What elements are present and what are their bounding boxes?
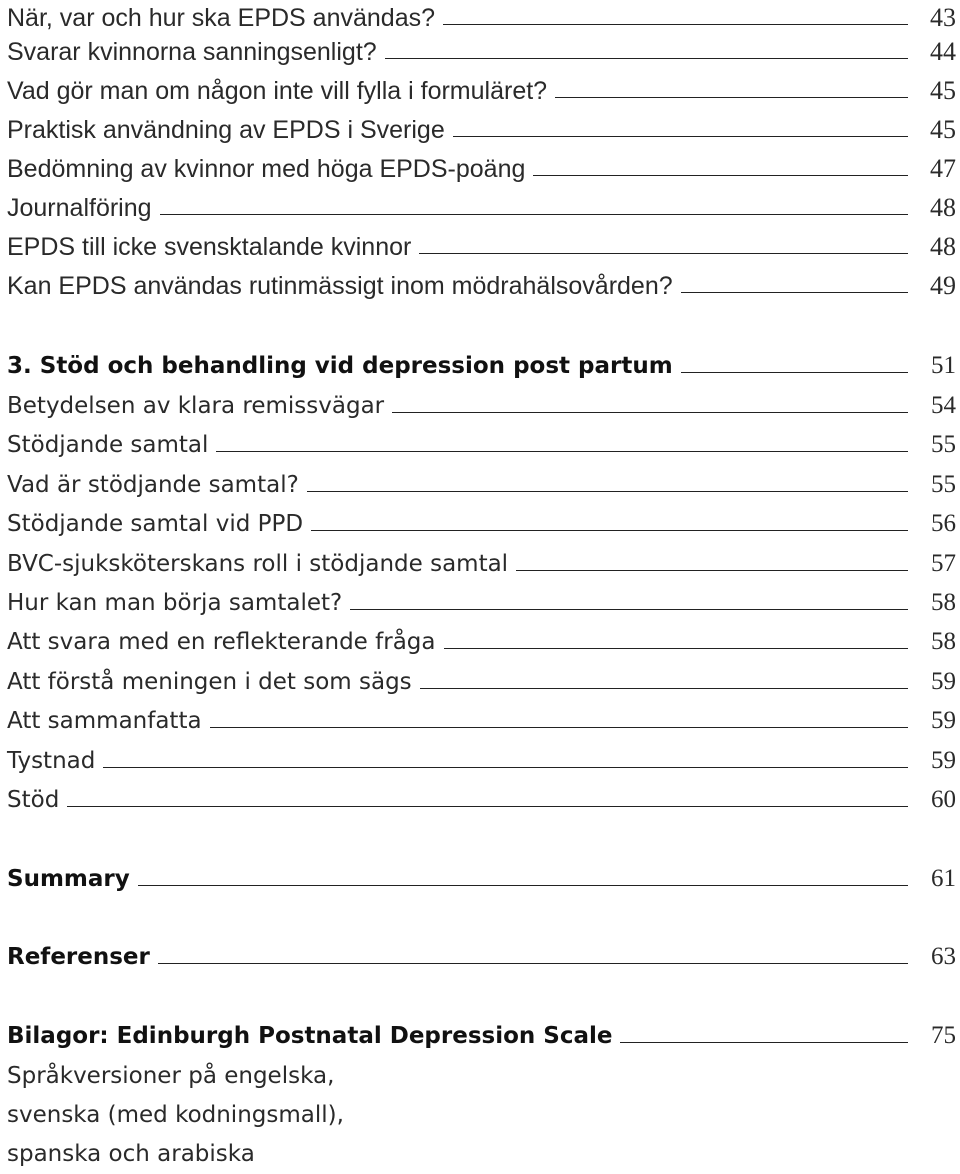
toc-entry[interactable] [7,151,960,187]
toc-leader-line [307,491,908,492]
toc-page-number: 51 [931,352,956,379]
toc-entry-title: Stödjande samtal vid PPD [7,511,304,537]
toc-entry-title: Hur kan man börja samtalet? [7,590,343,616]
toc-page-number: 48 [930,232,956,261]
toc-entry-title: Summary [7,866,130,892]
toc-entry-title: Praktisk användning av EPDS i Sverige [7,115,445,144]
toc-entry-title: Vad gör man om någon inte vill fylla i formuläret? [7,76,548,105]
toc-leader-line [216,451,908,452]
toc-page-number: 57 [931,550,956,577]
toc-leader-line [392,412,908,413]
toc-entry-title: BVC-sjuksköterskans roll i stödjande samtal [7,551,509,577]
toc-leader-line [620,1042,908,1043]
toc-entry-title: Att förstå meningen i det som sägs [7,669,412,695]
toc-entry[interactable] [7,0,960,36]
toc-entry-title: Journalföring [7,193,152,222]
toc-page-number: 56 [931,510,956,537]
appendix-description-line: svenska (med kodningsmall), [7,1102,344,1128]
toc-entry[interactable] [7,34,960,70]
toc-entry[interactable] [7,624,960,660]
toc-page-number: 59 [931,668,956,695]
toc-page-number: 61 [931,865,956,892]
toc-leader-line [160,214,908,215]
toc-page-number: 59 [931,747,956,774]
toc-entry[interactable] [7,585,960,621]
toc-page-number: 58 [931,589,956,616]
toc-page-number: 43 [930,3,956,32]
toc-entry[interactable] [7,427,960,463]
toc-entry-title: 3. Stöd och behandling vid depression post partum [7,353,673,379]
toc-entry[interactable] [7,112,960,148]
toc-appendix-heading[interactable] [7,1018,960,1054]
toc-entry-title: Att sammanfatta [7,708,202,734]
toc-leader-line [385,58,908,59]
toc-entry-title: EPDS till icke svensktalande kvinnor [7,232,412,261]
toc-leader-line [681,372,908,373]
toc-entry[interactable] [7,546,960,582]
toc-leader-line [138,885,908,886]
toc-entry-title: Kan EPDS användas rutinmässigt inom mödrahälsovården? [7,271,673,300]
toc-leader-line [311,530,908,531]
toc-page-number: 75 [931,1022,956,1049]
toc-entry[interactable] [7,190,960,226]
toc-page-number: 63 [931,943,956,970]
toc-leader-line [103,767,908,768]
toc-entry[interactable] [7,388,960,424]
toc-leader-line [350,609,908,610]
toc-references-heading[interactable] [7,939,960,975]
toc-page-number: 47 [930,154,956,183]
toc-page-number: 55 [931,471,956,498]
toc-entry[interactable] [7,782,960,818]
toc-entry-title: Stöd [7,787,60,813]
toc-entry[interactable] [7,506,960,542]
toc-entry-title: Att svara med en reflekterande fråga [7,629,436,655]
toc-entry-title: Referenser [7,944,150,970]
toc-leader-line [516,570,908,571]
toc-chapter-heading[interactable] [7,348,960,384]
toc-entry-title: Bedömning av kvinnor med höga EPDS-poäng [7,154,526,183]
toc-page-number: 45 [930,76,956,105]
appendix-description-line: Språkversioner på engelska, [7,1063,335,1089]
toc-page-number: 60 [931,786,956,813]
toc-entry-title: När, var och hur ska EPDS användas? [7,3,436,32]
toc-entry-title: Betydelsen av klara remissvägar [7,393,385,419]
toc-page-number: 54 [931,392,956,419]
toc-entry-title: Bilagor: Edinburgh Postnatal Depression Scale [7,1023,613,1049]
toc-entry[interactable] [7,467,960,503]
toc-entry-title: Tystnad [7,748,96,774]
toc-page-number: 59 [931,707,956,734]
appendix-description-line: spanska och arabiska [7,1141,255,1167]
toc-entry[interactable] [7,743,960,779]
toc-page-number: 45 [930,115,956,144]
toc-entry[interactable] [7,229,960,265]
toc-entry-title: Stödjande samtal [7,432,209,458]
toc-leader-line [444,648,909,649]
toc-leader-line [67,806,908,807]
toc-leader-line [533,175,908,176]
toc-page-number: 49 [930,271,956,300]
toc-page-number: 58 [931,628,956,655]
toc-leader-line [419,253,908,254]
toc-page-number: 55 [931,431,956,458]
toc-leader-line [420,688,908,689]
toc-entry-title: Vad är stödjande samtal? [7,472,299,498]
toc-leader-line [453,136,908,137]
toc-entry[interactable] [7,268,960,304]
toc-page-number: 44 [930,37,956,66]
toc-leader-line [158,963,908,964]
toc-summary-heading[interactable] [7,861,960,897]
toc-entry[interactable] [7,664,960,700]
toc-entry-title: Svarar kvinnorna sanningsenligt? [7,37,377,66]
toc-leader-line [443,24,908,25]
toc-leader-line [210,727,908,728]
toc-entry[interactable] [7,703,960,739]
toc-leader-line [555,97,908,98]
toc-leader-line [681,292,908,293]
toc-page-number: 48 [930,193,956,222]
toc-entry[interactable] [7,73,960,109]
